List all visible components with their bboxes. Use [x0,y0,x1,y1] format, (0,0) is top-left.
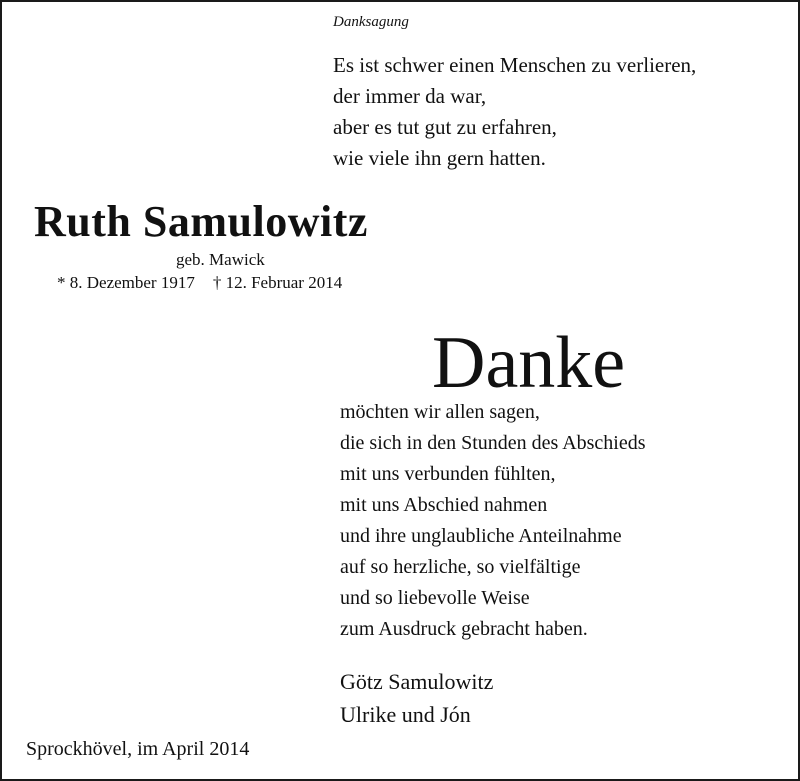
message-line: mit uns Abschied nahmen [340,494,548,516]
signer: Ulrike und Jón [340,702,471,727]
message-line: mit uns verbunden fühlten, [340,463,556,485]
message-line: die sich in den Stunden des Abschieds [340,432,646,454]
message-line: und so liebevolle Weise [340,587,530,609]
place-date: Sprockhövel, im April 2014 [26,738,250,760]
maiden-name: geb. Mawick [176,250,265,269]
poem-line: aber es tut gut zu erfahren, [333,115,557,139]
poem-line: Es ist schwer einen Menschen zu verlieren, [333,53,697,77]
message-line: auf so herzliche, so vielfältige [340,556,581,578]
birth-date: * 8. Dezember 1917 [57,273,195,292]
poem-line: wie viele ihn gern hatten. [333,146,546,170]
signer: Götz Samulowitz [340,669,494,694]
notice-heading: Danksagung [333,14,409,30]
poem [333,50,696,174]
death-date: † 12. Februar 2014 [212,273,343,292]
thanks-title: Danke [432,322,626,404]
message-line: möchten wir allen sagen, [340,401,540,423]
poem-line: der immer da war, [333,84,487,108]
message-line: und ihre unglaubliche Anteilnahme [340,525,622,547]
life-dates [57,273,342,293]
signers [340,665,493,731]
deceased-name: Ruth Samulowitz [34,197,368,246]
thanks-message [340,397,646,645]
message-line: zum Ausdruck gebracht haben. [340,618,588,640]
